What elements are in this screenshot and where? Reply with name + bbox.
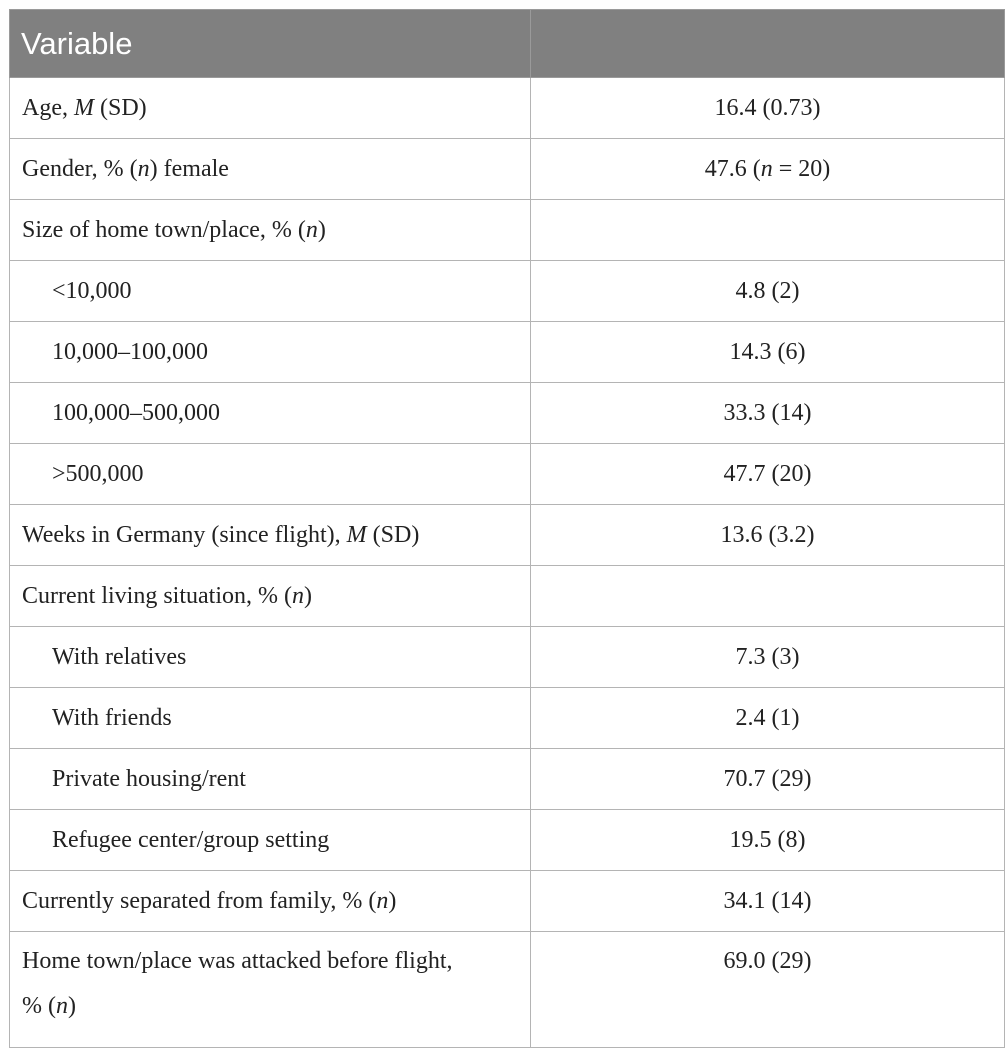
label-text-after: ) bbox=[388, 887, 397, 914]
label-italic: M bbox=[73, 94, 94, 121]
value-text: 2.4 (1) bbox=[735, 704, 800, 731]
header-row bbox=[10, 10, 1005, 78]
row-label bbox=[10, 505, 531, 566]
label-text: 10,000–100,000 bbox=[52, 338, 208, 365]
row-label bbox=[10, 810, 531, 871]
value-text: 19.5 (8) bbox=[729, 826, 806, 853]
label-text: Size of home town/place, % ( bbox=[22, 216, 306, 243]
value-italic: n bbox=[760, 155, 773, 182]
value-text: 13.6 (3.2) bbox=[720, 521, 815, 548]
label-italic: n bbox=[291, 582, 304, 609]
row-label bbox=[10, 261, 531, 322]
label-text: With friends bbox=[52, 704, 172, 731]
row-label bbox=[10, 200, 531, 261]
label-italic: n bbox=[55, 993, 68, 1019]
table-body bbox=[10, 78, 1005, 1048]
value-text: 70.7 (29) bbox=[723, 765, 812, 792]
table-row bbox=[10, 810, 1005, 871]
label-text: Weeks in Germany (since flight), bbox=[22, 521, 347, 548]
table-row bbox=[10, 871, 1005, 932]
table-row bbox=[10, 383, 1005, 444]
value-text: 4.8 (2) bbox=[735, 277, 800, 304]
label-text: Home town/place was attacked before flight, % ( bbox=[22, 948, 453, 1019]
table-row bbox=[10, 444, 1005, 505]
value-text: 14.3 (6) bbox=[729, 338, 806, 365]
label-italic: n bbox=[137, 155, 150, 182]
label-text-after: (SD) bbox=[366, 521, 420, 548]
table-row bbox=[10, 688, 1005, 749]
table-row bbox=[10, 749, 1005, 810]
label-text-after: ) bbox=[303, 582, 312, 609]
label-text-after: (SD) bbox=[93, 94, 147, 121]
value-text: 47.7 (20) bbox=[723, 460, 812, 487]
demographics-table bbox=[9, 9, 1005, 1048]
row-label bbox=[10, 627, 531, 688]
table-row bbox=[10, 261, 1005, 322]
row-label bbox=[10, 78, 531, 139]
table-row bbox=[10, 322, 1005, 383]
value-text: 7.3 (3) bbox=[735, 643, 800, 670]
row-value bbox=[531, 261, 1005, 322]
table-row bbox=[10, 505, 1005, 566]
table-row bbox=[10, 627, 1005, 688]
value-text: 69.0 (29) bbox=[723, 948, 812, 974]
label-text-after: ) bbox=[67, 993, 76, 1019]
label-text: Currently separated from family, % ( bbox=[22, 887, 377, 914]
label-text: Current living situation, % ( bbox=[22, 582, 292, 609]
row-value bbox=[531, 932, 1005, 1048]
row-value bbox=[531, 139, 1005, 200]
table-row bbox=[10, 932, 1005, 1048]
value-text: 33.3 (14) bbox=[723, 399, 812, 426]
value-text: 34.1 (14) bbox=[723, 887, 812, 914]
row-label bbox=[10, 688, 531, 749]
label-text: Gender, % ( bbox=[22, 155, 138, 182]
value-text-after: = 20) bbox=[772, 155, 831, 182]
label-italic: n bbox=[305, 216, 318, 243]
row-label bbox=[10, 444, 531, 505]
table-row bbox=[10, 566, 1005, 627]
row-label bbox=[10, 932, 531, 1048]
label-text-after: ) bbox=[317, 216, 326, 243]
row-value bbox=[531, 78, 1005, 139]
label-text: 100,000–500,000 bbox=[52, 399, 220, 426]
row-value bbox=[531, 566, 1005, 627]
label-text: <10,000 bbox=[52, 277, 132, 304]
label-text-after: ) female bbox=[149, 155, 229, 182]
row-value bbox=[531, 627, 1005, 688]
row-value bbox=[531, 383, 1005, 444]
row-label bbox=[10, 749, 531, 810]
row-value bbox=[531, 505, 1005, 566]
row-label bbox=[10, 139, 531, 200]
table-row bbox=[10, 139, 1005, 200]
row-label bbox=[10, 871, 531, 932]
row-value bbox=[531, 749, 1005, 810]
label-text: Age, bbox=[22, 94, 74, 121]
label-italic: n bbox=[376, 887, 389, 914]
value-text: 47.6 ( bbox=[704, 155, 761, 182]
header-variable: Variable bbox=[10, 10, 531, 78]
table-row bbox=[10, 78, 1005, 139]
table-header bbox=[10, 10, 1005, 78]
row-value bbox=[531, 688, 1005, 749]
label-italic: M bbox=[346, 521, 367, 548]
label-text: Refugee center/group setting bbox=[52, 826, 330, 853]
label-text: >500,000 bbox=[52, 460, 144, 487]
row-label bbox=[10, 383, 531, 444]
row-label bbox=[10, 322, 531, 383]
label-text: With relatives bbox=[52, 643, 187, 670]
row-value bbox=[531, 871, 1005, 932]
row-value bbox=[531, 444, 1005, 505]
row-value bbox=[531, 322, 1005, 383]
header-value bbox=[531, 10, 1005, 78]
row-value bbox=[531, 200, 1005, 261]
row-label bbox=[10, 566, 531, 627]
value-text: 16.4 (0.73) bbox=[714, 94, 821, 121]
label-text: Private housing/rent bbox=[52, 765, 246, 792]
row-value bbox=[531, 810, 1005, 871]
table-row bbox=[10, 200, 1005, 261]
